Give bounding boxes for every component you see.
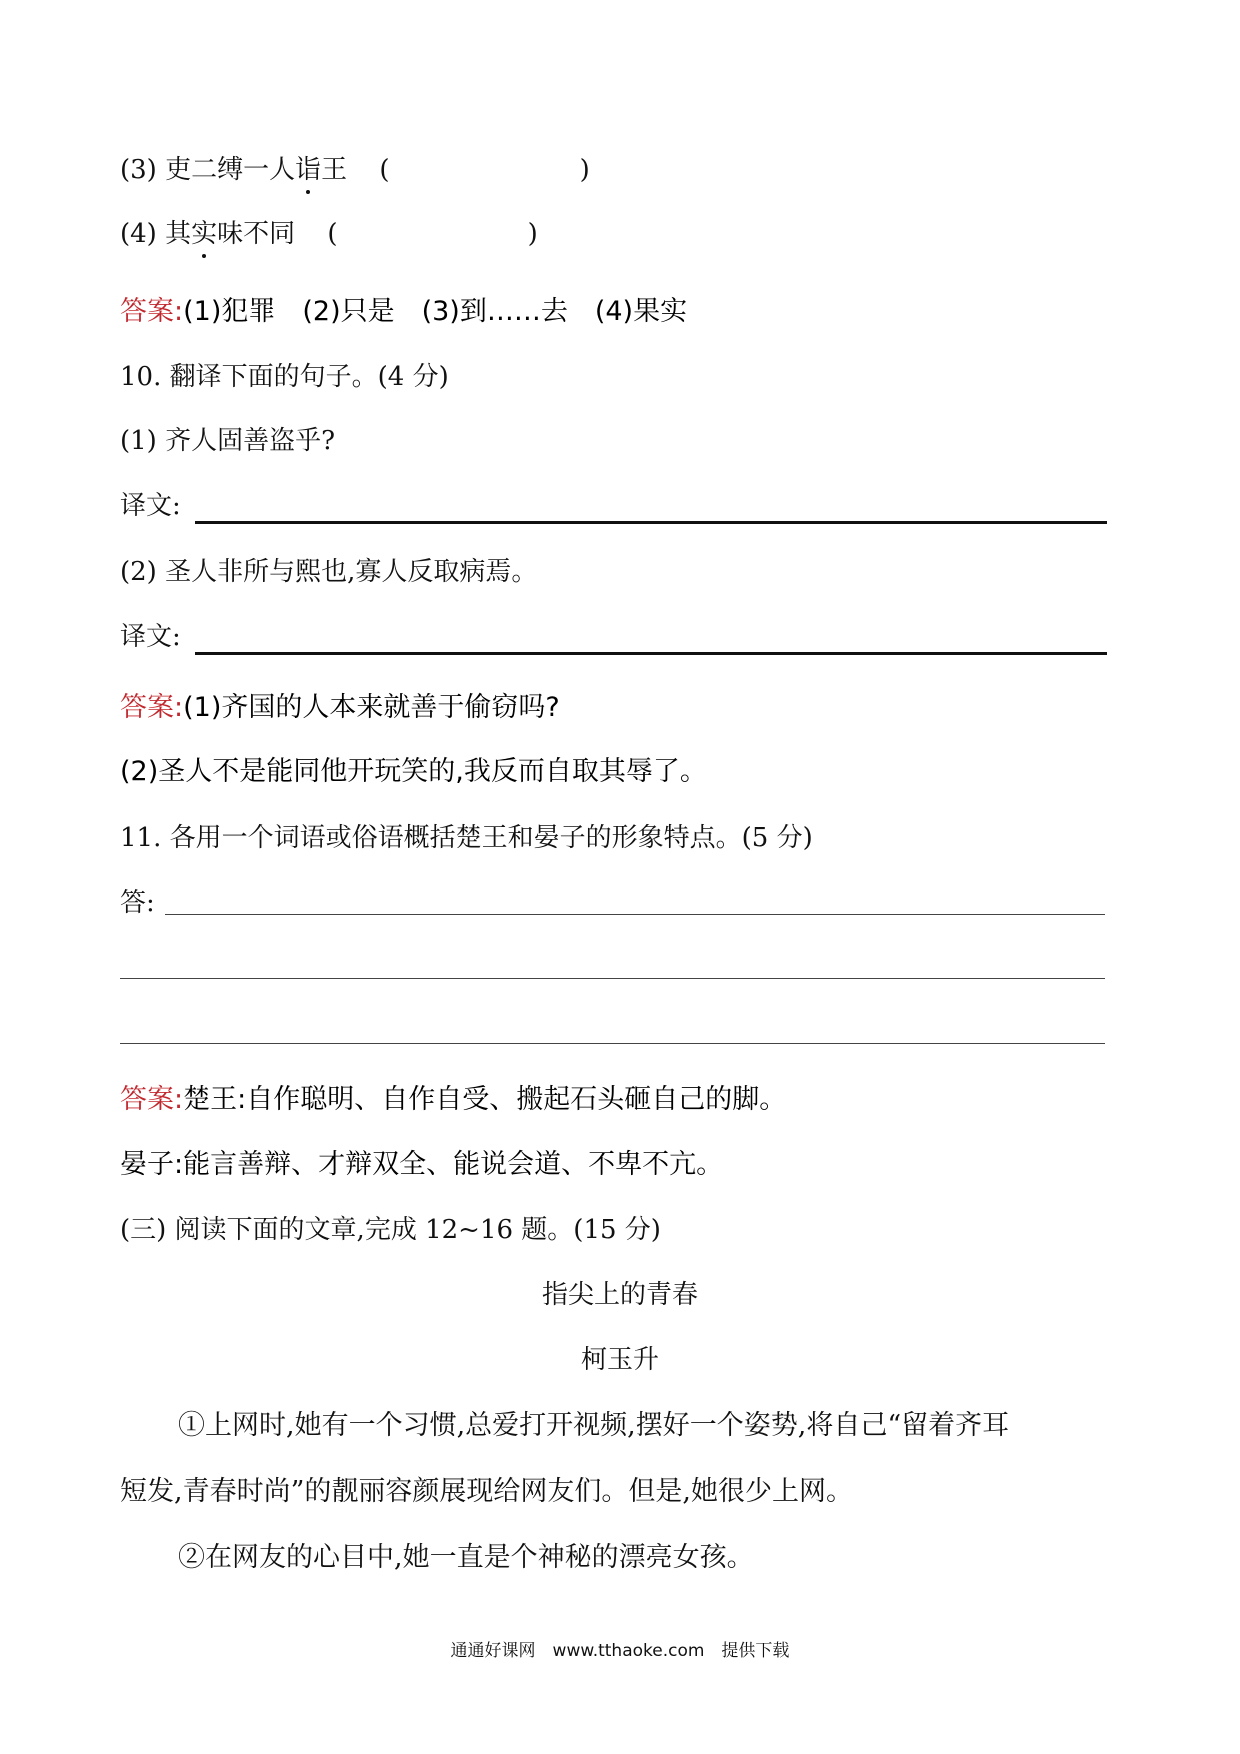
q9-item-3-dotted-char: 诣: [295, 150, 321, 190]
q10-sentence-2: (2) 圣人非所与熙也,寡人反取病焉。: [120, 557, 538, 587]
section-3-intro: (三) 阅读下面的文章,完成 12~16 题。(15 分): [120, 1215, 661, 1245]
q11-answer-line-3[interactable]: [120, 1043, 1105, 1044]
q10-translation-label-2: 译文:: [120, 622, 181, 652]
paragraph-1-line-1: ①上网时,她有一个习惯,总爱打开视频,摆好一个姿势,将自己“留着齐耳: [178, 1410, 1010, 1441]
paragraph-1-line-2: 短发,青春时尚”的靓丽容颜展现给网友们。但是,她很少上网。: [120, 1476, 853, 1507]
q9-item-3-suffix: 王: [321, 155, 348, 185]
q9-item-4-suffix: 味不同: [217, 219, 296, 249]
q11-answer-1-text: 楚王:自作聪明、自作自受、搬起石头砸自己的脚。: [183, 1084, 787, 1115]
q11-answer-line-1[interactable]: [165, 914, 1105, 915]
page-footer: 通通好课网 www.tthaoke.com 提供下载: [450, 1641, 790, 1661]
q11-title: 11. 各用一个词语或俗语概括楚王和晏子的形象特点。(5 分): [120, 823, 813, 853]
q11-answer-label: 答:: [120, 888, 155, 918]
q9-answer-text: (1)犯罪 (2)只是 (3)到……去 (4)果实: [183, 296, 688, 327]
article-title: 指尖上的青春: [541, 1280, 698, 1310]
q11-answer-line-2[interactable]: [120, 978, 1105, 979]
q11-answer-1: [120, 1080, 786, 1120]
q9-item-3: [120, 150, 590, 190]
q10-answer-tag: 答案:: [120, 692, 184, 723]
q9-answer-tag: 答案:: [120, 296, 184, 327]
q9-answer: [120, 292, 687, 332]
q10-translation-label-1: 译文:: [120, 491, 181, 521]
q9-item-3-prefix: (3) 吏二缚一人: [120, 155, 296, 185]
q9-item-3-paren-close: ): [579, 155, 590, 185]
q10-answer-1: [120, 688, 560, 728]
q11-answer-tag: 答案:: [120, 1084, 184, 1115]
q9-item-4-paren-close: ): [527, 219, 538, 249]
q10-sentence-1: (1) 齐人固善盗乎?: [120, 426, 336, 456]
q11-answer-2: 晏子:能言善辩、才辩双全、能说会道、不卑不亢。: [120, 1149, 724, 1180]
q9-item-4: [120, 214, 538, 254]
q10-title: 10. 翻译下面的句子。(4 分): [120, 362, 449, 392]
q9-item-3-paren-open: (: [379, 155, 390, 185]
article-author: 柯玉升: [580, 1345, 659, 1375]
q10-translation-line-1[interactable]: [195, 521, 1107, 524]
q9-item-4-paren-open: (: [327, 219, 338, 249]
q10-answer-1-text: (1)齐国的人本来就善于偷窃吗?: [183, 692, 560, 723]
q10-answer-2: (2)圣人不是能同他开玩笑的,我反而自取其辱了。: [120, 756, 707, 787]
q9-item-4-prefix: (4) 其: [120, 219, 192, 249]
q9-item-4-dotted-char: 实: [191, 214, 217, 254]
q10-translation-line-2[interactable]: [195, 652, 1107, 655]
paragraph-2: ②在网友的心目中,她一直是个神秘的漂亮女孩。: [178, 1542, 754, 1573]
